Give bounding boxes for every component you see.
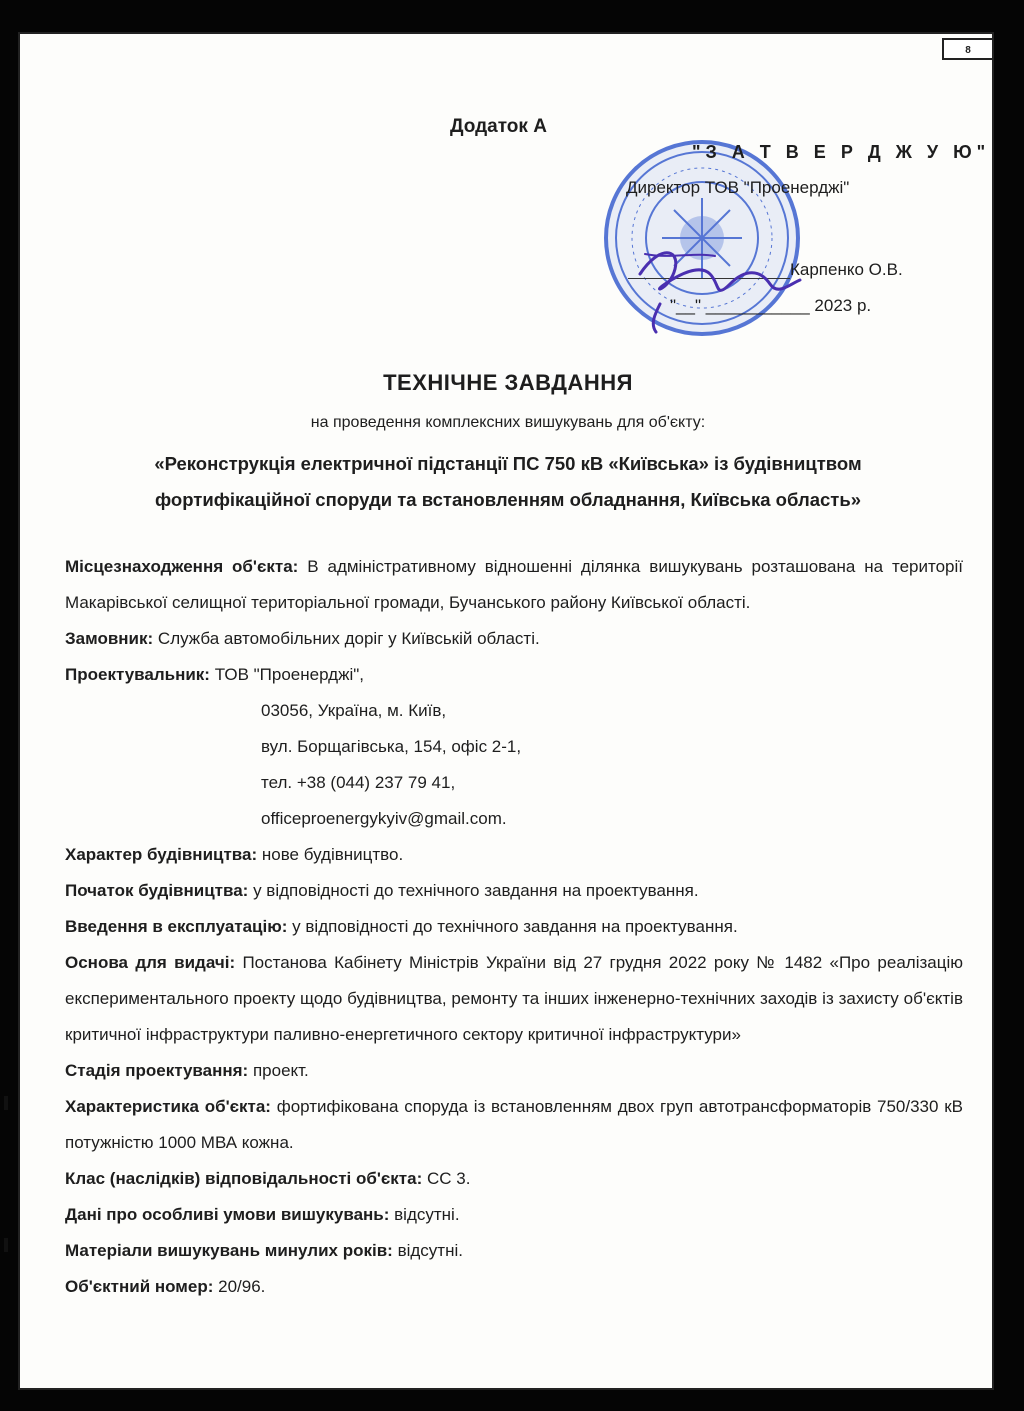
commission-label: Введення в експлуатацію: xyxy=(65,917,288,936)
designer-line-row xyxy=(65,729,963,765)
designer-line: ТОВ "Проенерджі", xyxy=(214,665,364,684)
construction-label: Характер будівництва: xyxy=(65,845,258,864)
stage-label: Стадія проектування: xyxy=(65,1061,249,1080)
customer-value: Служба автомобільних доріг у Київській області. xyxy=(157,629,540,648)
designer-label: Проектувальник: xyxy=(65,665,210,684)
location-label: Місцезнаходження об'єкта: xyxy=(65,557,299,576)
approval-position: Директор ТОВ "Проенерджі" xyxy=(626,178,850,197)
characteristic-field xyxy=(65,1089,963,1161)
construction-value: нове будівництво. xyxy=(261,845,404,864)
customer-label: Замовник: xyxy=(65,629,154,648)
stage-value: проект. xyxy=(252,1061,309,1080)
page-number: 8 xyxy=(942,38,994,60)
approval-signatory: Карпенко О.В. xyxy=(790,260,903,279)
object-name-line: фортифікаційної споруди та встановленням обладнання, Київська область» xyxy=(154,489,861,510)
materials-value: відсутні. xyxy=(397,1241,463,1260)
designer-line-row xyxy=(65,801,963,837)
designer-line: тел. +38 (044) 237 79 41, xyxy=(261,773,456,792)
location-value: В адміністративному відношенні ділянка вишукувань розташована на території Макарівської селищної територіальної громади, Бучанського району Київської області. xyxy=(65,557,963,612)
document-subtitle: на проведення комплексних вишукувань для об'єкту: xyxy=(310,414,706,431)
object-name-line: «Реконструкція електричної підстанції ПС 750 кВ «Київська» із будівництвом xyxy=(154,453,862,474)
materials-field xyxy=(65,1233,963,1269)
number-value: 20/96. xyxy=(218,1277,266,1296)
designer-field xyxy=(65,657,963,693)
number-label: Об'єктний номер: xyxy=(65,1277,214,1296)
materials-label: Матеріали вишукувань минулих років: xyxy=(65,1241,393,1260)
commission-value: у відповідності до технічного завдання на проектування. xyxy=(292,917,738,936)
class-field xyxy=(65,1161,963,1197)
characteristic-label: Характеристика об'єкта: xyxy=(65,1097,271,1116)
basis-field xyxy=(65,945,963,1053)
customer-field xyxy=(65,621,963,657)
object-name xyxy=(60,446,956,518)
designer-line: 03056, Україна, м. Київ, xyxy=(261,701,447,720)
stage-field xyxy=(65,1053,963,1089)
designer-line-row xyxy=(65,693,963,729)
annex-label: Додаток А xyxy=(450,116,547,137)
characteristic-value: фортифікована споруда із встановленням двох груп автотрансформаторів 750/330 кВ потужністю 1000 МВА кожна. xyxy=(65,1097,963,1152)
binding-edge-mark xyxy=(4,1238,8,1252)
signature-icon xyxy=(620,214,810,334)
approval-heading: "З А Т В Е Р Д Ж У Ю" xyxy=(692,142,991,162)
binding-edge-mark xyxy=(4,1096,8,1110)
designer-line-row xyxy=(65,765,963,801)
start-value: у відповідності до технічного завдання на проектування. xyxy=(253,881,699,900)
document-body xyxy=(65,549,963,1305)
conditions-label: Дані про особливі умови вишукувань: xyxy=(65,1205,390,1224)
commission-field xyxy=(65,909,963,945)
class-label: Клас (наслідків) відповідальності об'єкта: xyxy=(65,1169,423,1188)
basis-value: Постанова Кабінету Міністрів України від 27 грудня 2022 року № 1482 «Про реалізацію експериментального проекту щодо будівництва, ремонту та інших інженерно-технічних заходів із захисту об'єктів критичної інфраструктури паливно-енергетичного сектору критичної інфраструктури» xyxy=(65,953,963,1044)
basis-label: Основа для видачі: xyxy=(65,953,236,972)
designer-line: officeproenergykyiv@gmail.com. xyxy=(261,809,507,828)
approval-date: "__" ___________ 2023 р. xyxy=(670,296,872,315)
start-label: Початок будівництва: xyxy=(65,881,249,900)
start-field xyxy=(65,873,963,909)
class-value: СС 3. xyxy=(426,1169,471,1188)
construction-field xyxy=(65,837,963,873)
designer-line: вул. Борщагівська, 154, офіс 2-1, xyxy=(261,737,522,756)
number-field xyxy=(65,1269,963,1305)
document-title: ТЕХНІЧНЕ ЗАВДАННЯ xyxy=(383,370,633,395)
location-field xyxy=(65,549,963,621)
conditions-field xyxy=(65,1197,963,1233)
conditions-value: відсутні. xyxy=(394,1205,460,1224)
document-page xyxy=(18,32,994,1390)
